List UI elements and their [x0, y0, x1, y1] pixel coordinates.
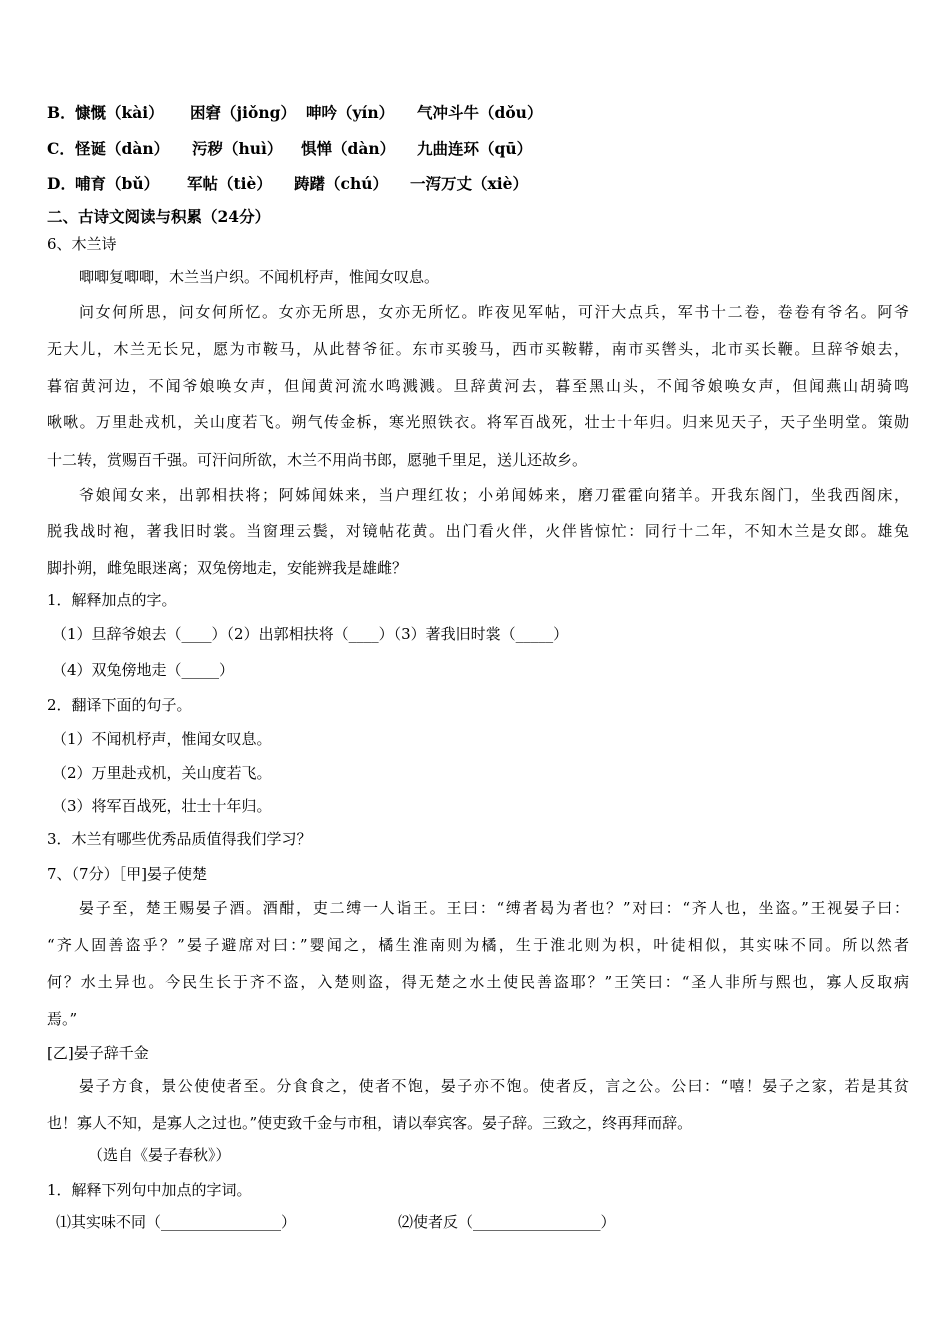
option-item: 呻吟（yín）	[306, 103, 395, 122]
option-item: 困窘（jiǒng）	[190, 103, 296, 122]
passage-title: [乙]晏子辞千金	[47, 1044, 149, 1062]
passage-line: 也！寡人不知，是寡人之过也。”使吏致千金与市租，请以奉宾客。晏子辞。三致之，终再拜而辞。	[47, 1114, 693, 1132]
option-item: 九曲连环（qū）	[417, 139, 533, 158]
fill-in-blanks: （4）双兔傍地走（_____）	[52, 661, 235, 679]
option-item: 哺育（bǔ）	[75, 174, 160, 193]
passage-line: 晏子至，楚王赐晏子酒。酒酣，吏二缚一人诣王。王曰：“缚者曷为者也？”对曰：“齐人也，坐盗。”王视晏子曰：	[79, 899, 909, 917]
poem-line: 唧唧复唧唧，木兰当户织。不闻机杼声，惟闻女叹息。	[79, 268, 440, 286]
poem-line: 暮宿黄河边，不闻爷娘唤女声，但闻黄河流水鸣溅溅。旦辞黄河去，暮至黑山头，不闻爷娘唤女声，但闻燕山胡骑鸣	[47, 377, 909, 395]
poem-line: 问女何所思，问女何所忆。女亦无所思，女亦无所忆。昨夜见军帖，可汗大点兵，军书十二卷，卷卷有爷名。阿爷	[79, 303, 909, 321]
question-title: 6、木兰诗	[47, 235, 117, 253]
section-heading: 二、古诗文阅读与积累（24分）	[47, 207, 271, 226]
option-label: B．	[47, 103, 76, 122]
subquestion-title: 2．翻译下面的句子。	[47, 696, 192, 714]
fill-in-blanks: （1）旦辞爷娘去（____）（2）出郭相扶将（____）（3）著我旧时裳（_____）	[52, 625, 569, 643]
subquestion-title: 1．解释加点的字。	[47, 591, 177, 609]
option-item: 踌躇（chú）	[294, 174, 388, 193]
option-item: 慷慨（kài）	[75, 103, 164, 122]
fill-in-blank: ⑵使者反（_________________）	[398, 1213, 616, 1231]
subquestion-title: 1．解释下列句中加点的字词。	[47, 1181, 252, 1199]
passage-line: “齐人固善盗乎？”晏子避席对曰：”婴闻之，橘生淮南则为橘，生于淮北则为枳，叶徒相似，其实味不同。所以然者	[47, 936, 909, 954]
option-label: D．	[47, 174, 76, 193]
option-item: 军帖（tiè）	[187, 174, 272, 193]
poem-line: 啾啾。万里赴戎机，关山度若飞。朔气传金柝，寒光照铁衣。将军百战死，壮士十年归。归来见天子，天子坐明堂。策勋	[47, 413, 909, 431]
fill-in-blank: ⑴其实味不同（________________）	[56, 1213, 297, 1231]
poem-line: 爷娘闻女来，出郭相扶将；阿姊闻妹来，当户理红妆；小弟闻姊来，磨刀霍霍向猪羊。开我东阁门，坐我西阁床，	[79, 486, 909, 504]
option-item: 惧惮（dàn）	[301, 139, 396, 158]
poem-line: 十二转，赏赐百千强。可汗问所欲，木兰不用尚书郎，愿驰千里足，送儿还故乡。	[47, 451, 588, 469]
passage-line: 晏子方食，景公使使者至。分食食之，使者不饱，晏子亦不饱。使者反，言之公。公曰：“嘻！晏子之家，若是其贫	[79, 1077, 909, 1095]
poem-line: 无大儿，木兰无长兄，愿为市鞍马，从此替爷征。东市买骏马，西市买鞍鞯，南市买辔头，北市买长鞭。旦辞爷娘去，	[47, 340, 909, 358]
translate-item: （1）不闻机杼声，惟闻女叹息。	[52, 730, 272, 748]
option-item: 气冲斗牛（dǒu）	[417, 103, 543, 122]
subquestion-title: 3．木兰有哪些优秀品质值得我们学习？	[47, 830, 312, 848]
translate-item: （2）万里赴戎机，关山度若飞。	[52, 764, 272, 782]
option-label: C．	[47, 139, 75, 158]
source-note: （选自《晏子春秋》）	[88, 1146, 231, 1164]
question-title: 7、（7分）［甲]晏子使楚	[47, 865, 207, 883]
passage-line: 焉。”	[47, 1010, 78, 1028]
option-item: 一泻万丈（xiè）	[410, 174, 528, 193]
translate-item: （3）将军百战死，壮士十年归。	[52, 797, 272, 815]
poem-line: 脚扑朔，雌兔眼迷离；双兔傍地走，安能辨我是雄雌？	[47, 559, 408, 577]
passage-line: 何？水土异也。今民生长于齐不盗，入楚则盗，得无楚之水土使民善盗耶？”王笑曰：“圣人非所与熙也，寡人反取病	[47, 973, 909, 991]
option-item: 怪诞（dàn）	[75, 139, 170, 158]
option-item: 污秽（huì）	[192, 139, 283, 158]
poem-line: 脱我战时袍，著我旧时裳。当窗理云鬓，对镜帖花黄。出门看火伴，火伴皆惊忙：同行十二年，不知木兰是女郎。雄兔	[47, 522, 909, 540]
